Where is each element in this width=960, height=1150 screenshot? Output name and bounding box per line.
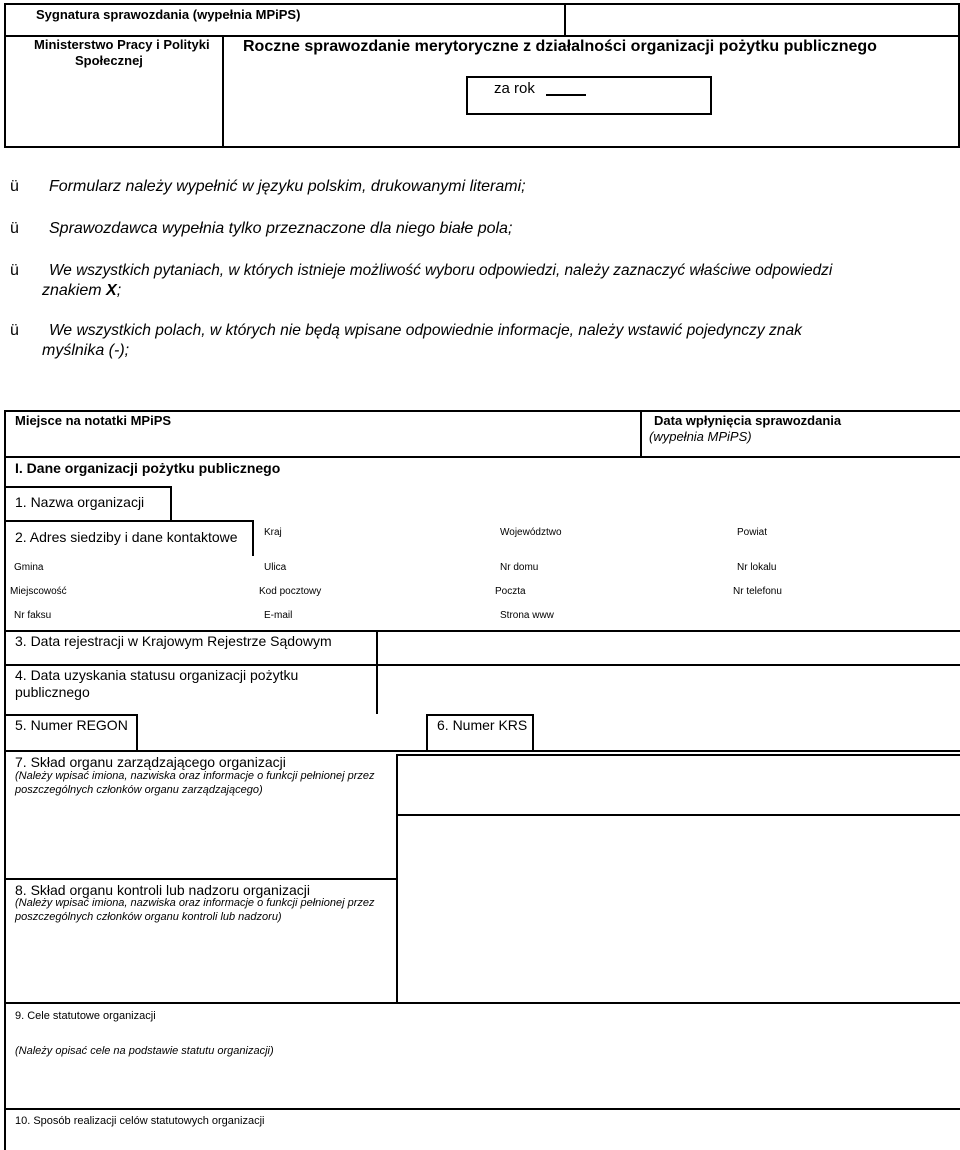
report-title: Roczne sprawozdanie merytoryczne z działalności organizacji pożytku publicznego <box>243 38 877 55</box>
q8-note-line1: (Należy wpisać imiona, nazwiska oraz informacje o funkcji pełnionej przez <box>15 897 375 909</box>
ministry-divider <box>222 37 224 148</box>
instruction-2: Sprawozdawca wypełnia tylko przeznaczone dla niego białe pola; <box>49 220 513 237</box>
q10-label: 10. Sposób realizacji celów statutowych organizacji <box>15 1115 265 1127</box>
q4-label-line2: publicznego <box>15 684 90 700</box>
ministry-name-line1: Ministerstwo Pracy i Polityki <box>34 37 210 52</box>
q2-label: 2. Adres siedziby i dane kontaktowe <box>15 529 238 545</box>
received-date-sub: (wypełnia MPiPS) <box>649 429 752 444</box>
instruction-3: We wszystkich pytaniach, w których istnieje możliwość wyboru odpowiedzi, należy zaznaczyć właściwe odpowiedzi <box>49 262 833 279</box>
gmina-label: Gmina <box>14 562 44 573</box>
section1-title: I. Dane organizacji pożytku publicznego <box>15 460 281 476</box>
kraj-label: Kraj <box>264 527 282 538</box>
powiat-label: Powiat <box>737 527 768 538</box>
q6-label: 6. Numer KRS <box>437 717 528 733</box>
received-date-label: Data wpłynięcia sprawozdania <box>654 413 842 428</box>
q5-label: 5. Numer REGON <box>15 717 128 733</box>
q9-note: (Należy opisać cele na podstawie statutu organizacji) <box>15 1045 274 1057</box>
www-label: Strona www <box>500 610 554 621</box>
q9-label: 9. Cele statutowe organizacji <box>15 1010 156 1022</box>
q6-cell <box>426 714 428 750</box>
q8-note-line2: poszczególnych członków organu kontroli lub nadzoru) <box>15 911 282 923</box>
bullet-icon: ü <box>10 220 19 237</box>
instruction-1: Formularz należy wypełnić w języku polskim, drukowanymi literami; <box>49 178 526 195</box>
nr-lokalu-label: Nr lokalu <box>737 562 777 573</box>
kod-pocztowy-label: Kod pocztowy <box>259 586 322 597</box>
q7-note-line1: (Należy wpisać imiona, nazwiska oraz informacje o funkcji pełnionej przez <box>15 770 375 782</box>
q7-label: 7. Skład organu zarządzającego organizacji <box>15 754 286 770</box>
management-board-field-1[interactable] <box>396 754 960 816</box>
instruction-3-cont <box>42 282 121 300</box>
instruction-4: We wszystkich polach, w których nie będą wpisane odpowiednie informacje, należy wstawić pojedynczy znak <box>49 322 802 339</box>
bullet-icon: ü <box>10 322 19 339</box>
q7-note-line2: poszczególnych członków organu zarządzającego) <box>15 784 263 796</box>
q3-label: 3. Data rejestracji w Krajowym Rejestrze Sądowym <box>15 633 332 649</box>
organization-name-field[interactable] <box>170 486 960 520</box>
opp-status-date-field[interactable] <box>376 664 960 714</box>
wojewodztwo-label: Województwo <box>500 527 562 538</box>
year-label: za rok <box>494 80 535 97</box>
krs-number-field[interactable] <box>532 714 960 750</box>
q8-label: 8. Skład organu kontroli lub nadzoru organizacji <box>15 882 310 898</box>
ministry-name-line2: Społecznej <box>75 53 143 68</box>
goals-realization-field[interactable] <box>10 1130 958 1150</box>
miejscowosc-label: Miejscowość <box>10 586 67 597</box>
poczta-label: Poczta <box>495 586 526 597</box>
supervisory-board-field[interactable] <box>396 878 960 1002</box>
q1-label: 1. Nazwa organizacji <box>15 494 145 510</box>
year-field[interactable] <box>546 94 586 96</box>
instruction-3-prefix: znakiem <box>42 282 107 299</box>
instruction-4-cont: myślnika (-); <box>42 342 130 359</box>
x-mark: X <box>106 282 117 299</box>
powiat-field[interactable] <box>724 520 960 556</box>
nr-domu-label: Nr domu <box>500 562 539 573</box>
management-board-field-2[interactable] <box>396 816 960 878</box>
email-label: E-mail <box>264 610 293 621</box>
statutory-goals-field[interactable] <box>10 1060 958 1106</box>
signature-label: Sygnatura sprawozdania (wypełnia MPiPS) <box>36 7 301 22</box>
signature-field[interactable] <box>566 3 960 37</box>
q4-label-line1: 4. Data uzyskania statusu organizacji pożytku <box>15 667 299 683</box>
telefon-label: Nr telefonu <box>733 586 782 597</box>
notes-label: Miejsce na notatki MPiPS <box>15 413 172 428</box>
faks-label: Nr faksu <box>14 610 52 621</box>
bullet-icon: ü <box>10 178 19 195</box>
bullet-icon: ü <box>10 262 19 279</box>
instruction-3-suffix: ; <box>116 282 122 299</box>
kraj-field[interactable] <box>252 520 488 556</box>
regon-field[interactable] <box>136 714 426 750</box>
wojewodztwo-field[interactable] <box>488 520 724 556</box>
krs-registration-date-field[interactable] <box>376 630 960 664</box>
ulica-label: Ulica <box>264 562 287 573</box>
